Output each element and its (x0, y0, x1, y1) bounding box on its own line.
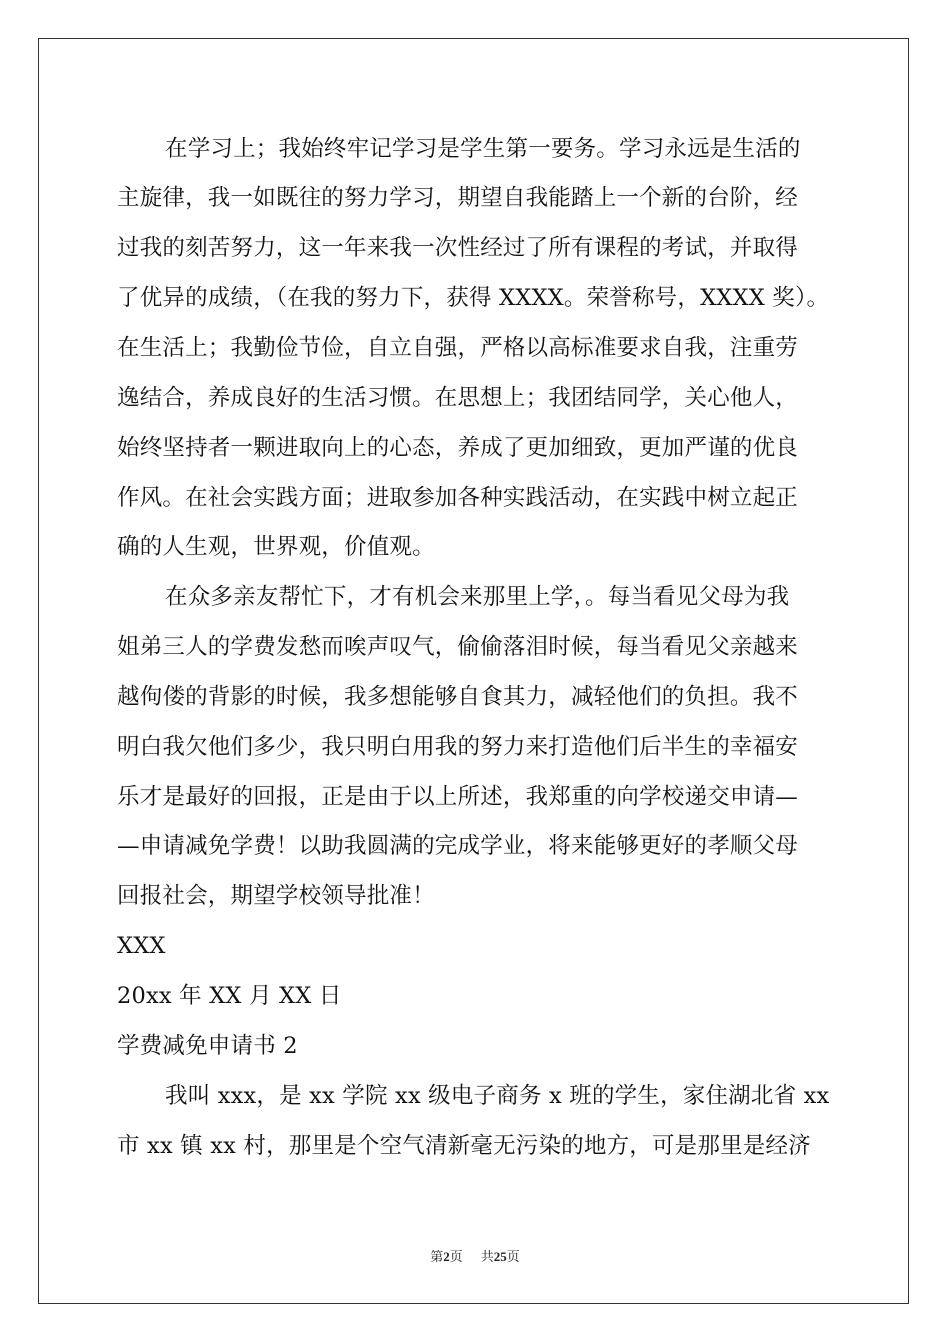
text-line: 确的人生观，世界观，价值观。 (117, 534, 435, 560)
text-line: 在生活上；我勤俭节俭，自立自强，严格以高标准要求自我，注重劳 (117, 335, 799, 361)
text-line: 回报社会，期望学校领导批准！ (117, 883, 435, 909)
page-border (38, 38, 909, 1304)
text-line: 明白我欠他们多少，我只明白用我的努力来打造他们后半生的幸福安 (117, 734, 799, 760)
total-prefix: 共 (480, 1250, 494, 1265)
total-suffix: 页 (506, 1250, 520, 1265)
text-line: 我叫 xxx，是 xx 学院 xx 级电子商务 x 班的学生，家住湖北省 xx (165, 1083, 830, 1109)
text-line: 逸结合，养成良好的生活习惯。在思想上；我团结同学，关心他人， (117, 385, 799, 411)
text-line: 市 xx 镇 xx 村，那里是个空气清新毫无污染的地方，可是那里是经济 (117, 1133, 811, 1159)
text-line: 主旋律，我一如既往的努力学习，期望自我能踏上一个新的台阶，经 (117, 185, 799, 211)
text-line: 了优异的成绩，（在我的努力下，获得 XXXX。荣誉称号，XXXX 奖）。 (117, 285, 830, 311)
section-title: 学费减免申请书 2 (117, 1033, 298, 1059)
text-line: 始终坚持者一颗进取向上的心态，养成了更加细致，更加严谨的优良 (117, 435, 799, 461)
text-line: 在众多亲友帮忙下，才有机会来那里上学，。每当看见父母为我 (165, 584, 790, 610)
total-pages: 25 (493, 1249, 507, 1264)
page-number: 2 (443, 1249, 450, 1264)
signature-date: 20xx 年 XX 月 XX 日 (117, 983, 342, 1009)
signature-name: XXX (117, 933, 166, 959)
text-line: 在学习上；我始终牢记学习是学生第一要务。学习永远是生活的 (165, 136, 801, 162)
text-line: 姐弟三人的学费发愁而唉声叹气，偷偷落泪时候，每当看见父亲越来 (117, 634, 799, 660)
page-footer (0, 1248, 950, 1267)
text-line: 越佝偻的背影的时候，我多想能够自食其力，减轻他们的负担。我不 (117, 684, 799, 710)
text-line: —申请减免学费！以助我圆满的完成学业，将来能够更好的孝顺父母 (117, 833, 799, 859)
text-line: 乐才是最好的回报，正是由于以上所述，我郑重的向学校递交申请— (117, 784, 799, 810)
text-line: 作风。在社会实践方面；进取参加各种实践活动，在实践中树立起正 (117, 485, 799, 511)
page-prefix: 第 (430, 1250, 444, 1265)
text-line: 过我的刻苦努力，这一年来我一次性经过了所有课程的考试，并取得 (117, 235, 799, 261)
page-suffix: 页 (449, 1250, 463, 1265)
